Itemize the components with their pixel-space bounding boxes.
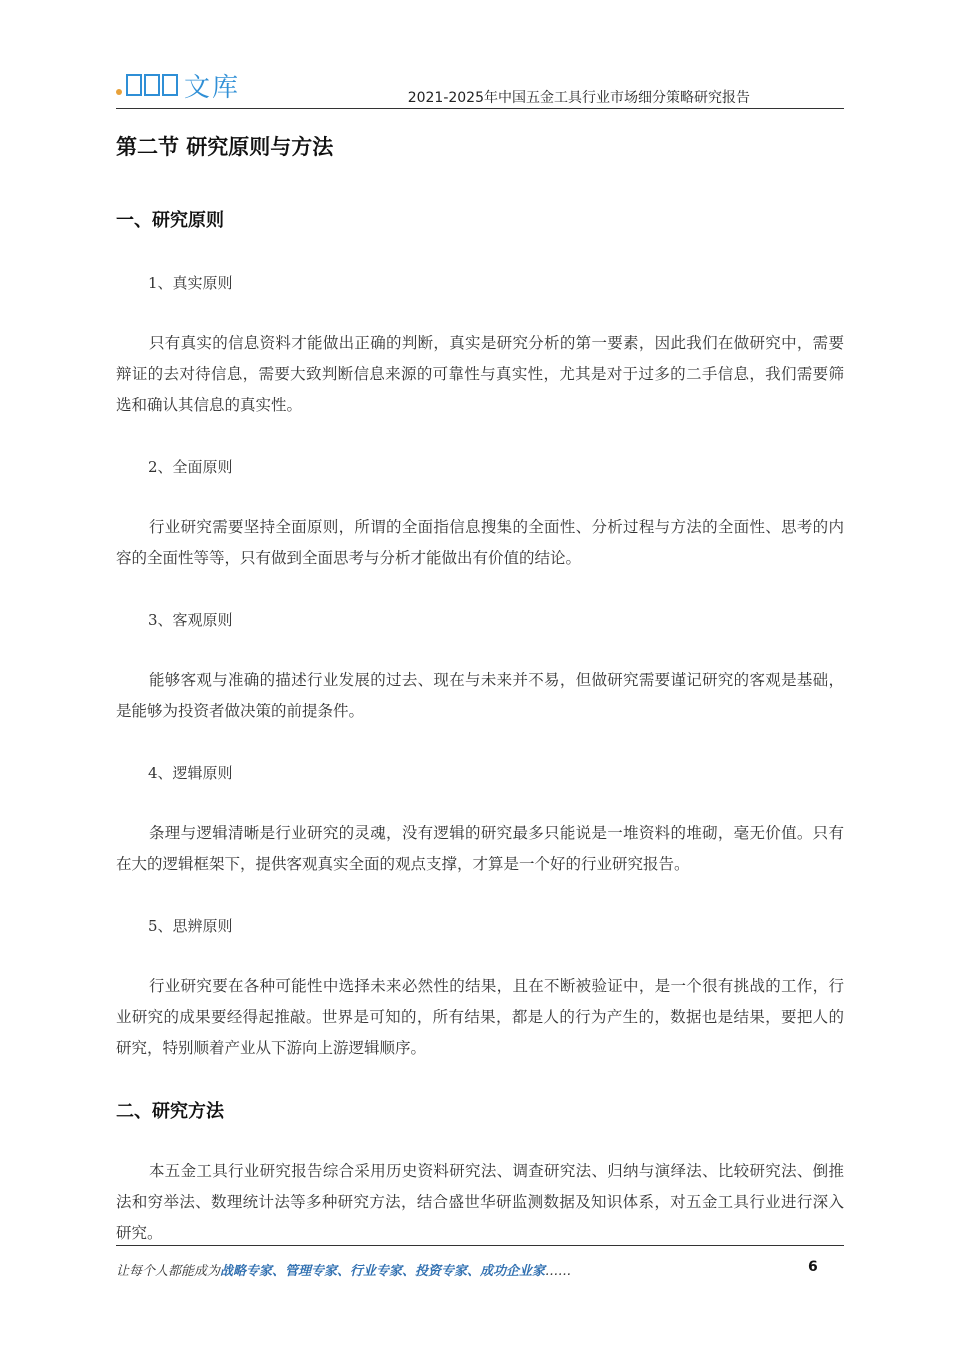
logo	[116, 70, 241, 103]
footer-divider	[116, 1245, 844, 1246]
footer-suffix: ……	[545, 1264, 572, 1279]
logo-dot	[116, 89, 122, 95]
item-title: 5、思辨原则	[148, 917, 233, 935]
part2-heading: 二、研究方法	[116, 1101, 224, 1122]
item-title: 3、客观原则	[148, 611, 233, 629]
item-paragraph: 行业研究要在各种可能性中选择未来必然性的结果，且在不断被验证中，是一个很有挑战的工作，行业研究的成果要经得起推敲。世界是可知的，所有结果，都是人的行为产生的，数据也是结果，要把人的研究，特别顺着产业从下游向上游逻辑顺序。	[116, 977, 844, 1057]
footer-prefix: 让每个人都能成为	[116, 1264, 221, 1279]
item-title: 4、逻辑原则	[148, 764, 233, 782]
methods-paragraph: 本五金工具行业研究报告综合采用历史资料研究法、调查研究法、归纳与演绎法、比较研究法、倒推法和穷举法、数理统计法等多种研究方法，结合盛世华研监测数据及知识体系，对五金工具行业进行深入研究。	[116, 1162, 844, 1242]
header-divider	[116, 108, 844, 109]
item-paragraph: 条理与逻辑清晰是行业研究的灵魂，没有逻辑的研究最多只能说是一堆资料的堆砌，毫无价值。只有在大的逻辑框架下，提供客观真实全面的观点支撑，才算是一个好的行业研究报告。	[116, 824, 844, 873]
logo-mark-icon	[126, 74, 178, 96]
footer-slogan	[116, 1260, 571, 1279]
item-paragraph: 能够客观与准确的描述行业发展的过去、现在与未来并不易，但做研究需要谨记研究的客观是基础，是能够为投资者做决策的前提条件。	[116, 671, 844, 720]
item-paragraph: 只有真实的信息资料才能做出正确的判断，真实是研究分析的第一要素，因此我们在做研究中，需要辩证的去对待信息，需要大致判断信息来源的可靠性与真实性，尤其是对于过多的二手信息，我们需要筛选和确认其信息的真实性。	[116, 334, 844, 414]
report-title: 2021-2025年中国五金工具行业市场细分策略研究报告	[407, 90, 750, 106]
footer-highlight: 战略专家、管理专家、行业专家、投资专家、成功企业家	[220, 1264, 546, 1279]
logo-text: 文库	[184, 72, 241, 103]
item-paragraph: 行业研究需要坚持全面原则，所谓的全面指信息搜集的全面性、分析过程与方法的全面性、思考的内容的全面性等等，只有做到全面思考与分析才能做出有价值的结论。	[116, 518, 844, 567]
page-number: 6	[808, 1259, 818, 1275]
item-title: 1、真实原则	[148, 274, 233, 292]
part1-heading: 一、研究原则	[116, 210, 224, 231]
section-title: 第二节 研究原则与方法	[116, 135, 334, 159]
item-title: 2、全面原则	[148, 458, 233, 476]
